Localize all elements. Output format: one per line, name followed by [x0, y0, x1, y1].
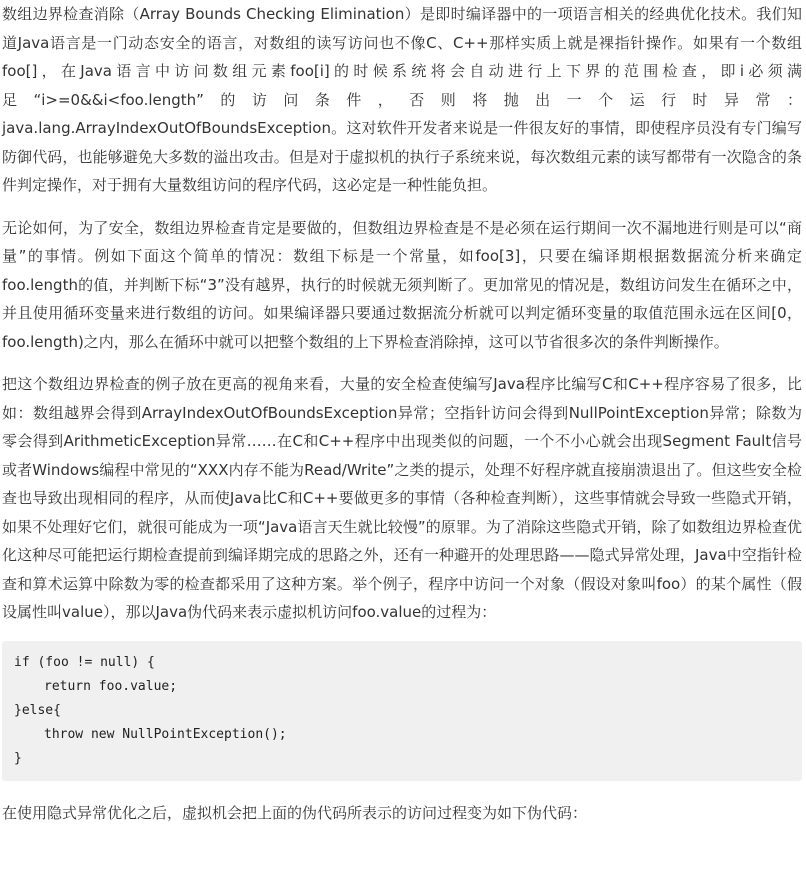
article-body [2, 0, 802, 841]
code-block-null-check [2, 641, 802, 781]
paragraph-implicit-exception: 把这个数组边界检查的例子放在更高的视角来看，大量的安全检查使编写Java程序比编写C和C++程序容易了很多，比如：数组越界会得到ArrayIndexOutOfBoundsException异常；空指针访问会得到NullPointException异常；除数为零会得到ArithmeticException异常……在C和C++程序中出现类似的问题，一个不小心就会出现Segment Fault信号或者Windows编程中常见的“XXX内存不能为Read/Write”之类的提示，处理不好程序就直接崩溃退出了。但这些安全检查也导致出现相同的程序，从而使Java比C和C++要做更多的事情（各种检查判断），这些事情就会导致一些隐式开销，如果不处理好它们，就很可能成为一项“Java语言天生就比较慢”的原罪。为了消除这些隐式开销，除了如数组边界检查优化这种尽可能把运行期检查提前到编译期完成的思路之外，还有一种避开的处理思路——隐式异常处理，Java中空指针检查和算术运算中除数为零的检查都采用了这种方案。举个例子，程序中访问一个对象（假设对象叫foo）的某个属性（假设属性叫value），那以Java伪代码来表示虚拟机访问foo.value的过程为： [2, 375, 802, 621]
code-line: throw new NullPointException(); [44, 726, 287, 742]
code-line: }else{ [14, 702, 61, 718]
code-line: return foo.value; [44, 678, 178, 694]
paragraph-after-optimization: 在使用隐式异常优化之后，虚拟机会把上面的伪代码所表示的访问过程变为如下伪代码： [2, 803, 588, 822]
code-line: if (foo != null) { [14, 654, 155, 670]
paragraph-array-bounds-intro: 数组边界检查消除（Array Bounds Checking Elimination）是即时编译器中的一项语言相关的经典优化技术。我们知道Java语言是一门动态安全的语言，对数组的读写访问也不像C、C++那样实质上就是裸指针操作。如果有一个数组foo[]，在Java语言中访问数组元素foo[i]的时候系统将会自动进行上下界的范围检查，即i必须满足“i>=0&&i<foo.length”的访问条件，否则将抛出一个运行时异常：java.lang.ArrayIndexOutOfBoundsException。这对软件开发者来说是一件很友好的事情，即使程序员没有专门编写防御代码，也能够避免大多数的溢出攻击。但是对于虚拟机的执行子系统来说，每次数组元素的读写都带有一次隐含的条件判定操作，对于拥有大量数组访问的程序代码，这必定是一种性能负担。 [2, 5, 802, 194]
code-line: } [14, 750, 22, 766]
paragraph-bounds-check-elimination: 无论如何，为了安全，数组边界检查肯定是要做的，但数组边界检查是不是必须在运行期间一次不漏地进行则是可以“商量”的事情。例如下面这个简单的情况：数组下标是一个常量，如foo[3]，只要在编译期根据数据流分析来确定foo.length的值，并判断下标“3”没有越界，执行的时候就无须判断了。更加常见的情况是，数组访问发生在循环之中，并且使用循环变量来进行数组的访问。如果编译器只要通过数据流分析就可以判定循环变量的取值范围永远在区间[0，foo.length)之内，那么在循环中就可以把整个数组的上下界检查消除掉，这可以节省很多次的条件判断操作。 [2, 218, 802, 351]
